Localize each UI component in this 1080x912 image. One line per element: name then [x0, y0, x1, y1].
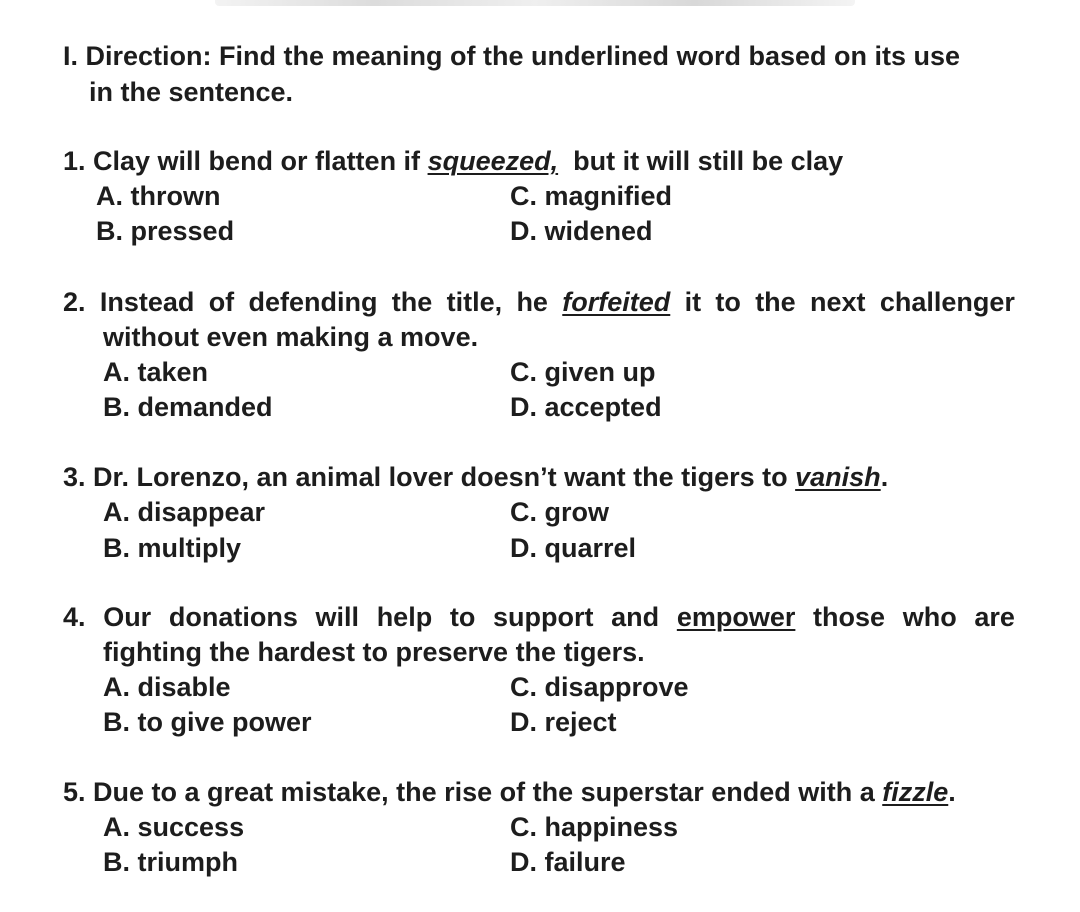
question-2-word: it: [684, 287, 702, 317]
question-2-option-b: B. demanded: [103, 392, 273, 422]
question-2-word: of: [208, 287, 235, 317]
question-4-stem-line-1: [63, 601, 1015, 633]
question-4-word: to: [449, 602, 476, 632]
question-5-text-before: 5. Due to a great mistake, the rise of the superstar ended with a: [63, 777, 883, 807]
question-2-word: 2.: [63, 287, 86, 317]
question-4-word: are: [974, 602, 1015, 632]
question-3-option-a: A. disappear: [103, 497, 266, 527]
question-2-stem-line-2: without even making a move.: [103, 322, 479, 352]
question-2-word: challenger: [879, 287, 1015, 317]
question-1-underlined-word: squeezed,: [427, 146, 559, 176]
question-2-word: the: [755, 287, 796, 317]
question-2-word: the: [391, 287, 433, 317]
question-5-option-c: C. happiness: [510, 812, 679, 842]
question-1-option-d: D. widened: [510, 216, 653, 246]
question-5-option-b: B. triumph: [103, 847, 238, 877]
question-4-option-a: A. disable: [103, 672, 231, 702]
direction-line-2: in the sentence.: [89, 77, 294, 107]
question-3-text-after: .: [880, 462, 889, 492]
question-2-word: to: [715, 287, 741, 317]
question-1-text-after: but it will still be clay: [558, 146, 844, 176]
question-4-word: will: [315, 602, 360, 632]
question-2-word: next: [810, 287, 866, 317]
question-5-option-d: D. failure: [510, 847, 626, 877]
question-2-option-d: D. accepted: [510, 392, 662, 422]
question-3-text-before: 3. Dr. Lorenzo, an animal lover doesn’t want the tigers to: [63, 462, 796, 492]
question-5-text-after: .: [948, 777, 956, 807]
question-2-stem-line-1: [63, 286, 1015, 318]
question-3-option-d: D. quarrel: [510, 533, 637, 563]
question-4-word: help: [376, 602, 433, 632]
question-5-option-a: A. success: [103, 812, 245, 842]
question-3-underlined-word: vanish: [795, 462, 881, 492]
question-2-word: defending: [248, 287, 378, 317]
question-2-word: title,: [446, 287, 503, 317]
question-2-option-c: C. given up: [510, 357, 656, 387]
question-4-stem-line-2: fighting the hardest to preserve the tigers.: [103, 637, 645, 667]
question-1-option-b: B. pressed: [96, 216, 235, 246]
top-scan-artifact: [215, 0, 855, 6]
question-4-word: who: [902, 602, 957, 632]
question-4-underlined-word: empower: [676, 602, 796, 632]
question-4-word: Our: [103, 602, 152, 632]
question-4-option-c: C. disapprove: [510, 672, 689, 702]
question-2-word: Instead: [99, 287, 195, 317]
question-5-stem: [63, 776, 956, 808]
question-4-option-d: D. reject: [510, 707, 617, 737]
question-3-option-b: B. multiply: [103, 533, 242, 563]
question-4-option-b: B. to give power: [103, 707, 312, 737]
question-2-underlined-word: forfeited: [562, 287, 671, 317]
question-1-option-a: A. thrown: [96, 181, 221, 211]
question-4-word: 4.: [63, 602, 86, 632]
direction-line-1: I. Direction: Find the meaning of the underlined word based on its use: [63, 41, 961, 71]
question-1-stem: [63, 145, 843, 177]
question-2-option-a: A. taken: [103, 357, 209, 387]
question-4-word: those: [813, 602, 886, 632]
question-1-text-before: 1. Clay will bend or flatten if: [63, 146, 428, 176]
question-3-option-c: C. grow: [510, 497, 609, 527]
question-2-word: he: [516, 287, 548, 317]
question-1-option-c: C. magnified: [510, 181, 673, 211]
question-5-underlined-word: fizzle: [882, 777, 949, 807]
question-4-word: and: [611, 602, 660, 632]
question-4-word: support: [493, 602, 594, 632]
question-4-word: donations: [168, 602, 298, 632]
question-3-stem: [63, 461, 888, 493]
